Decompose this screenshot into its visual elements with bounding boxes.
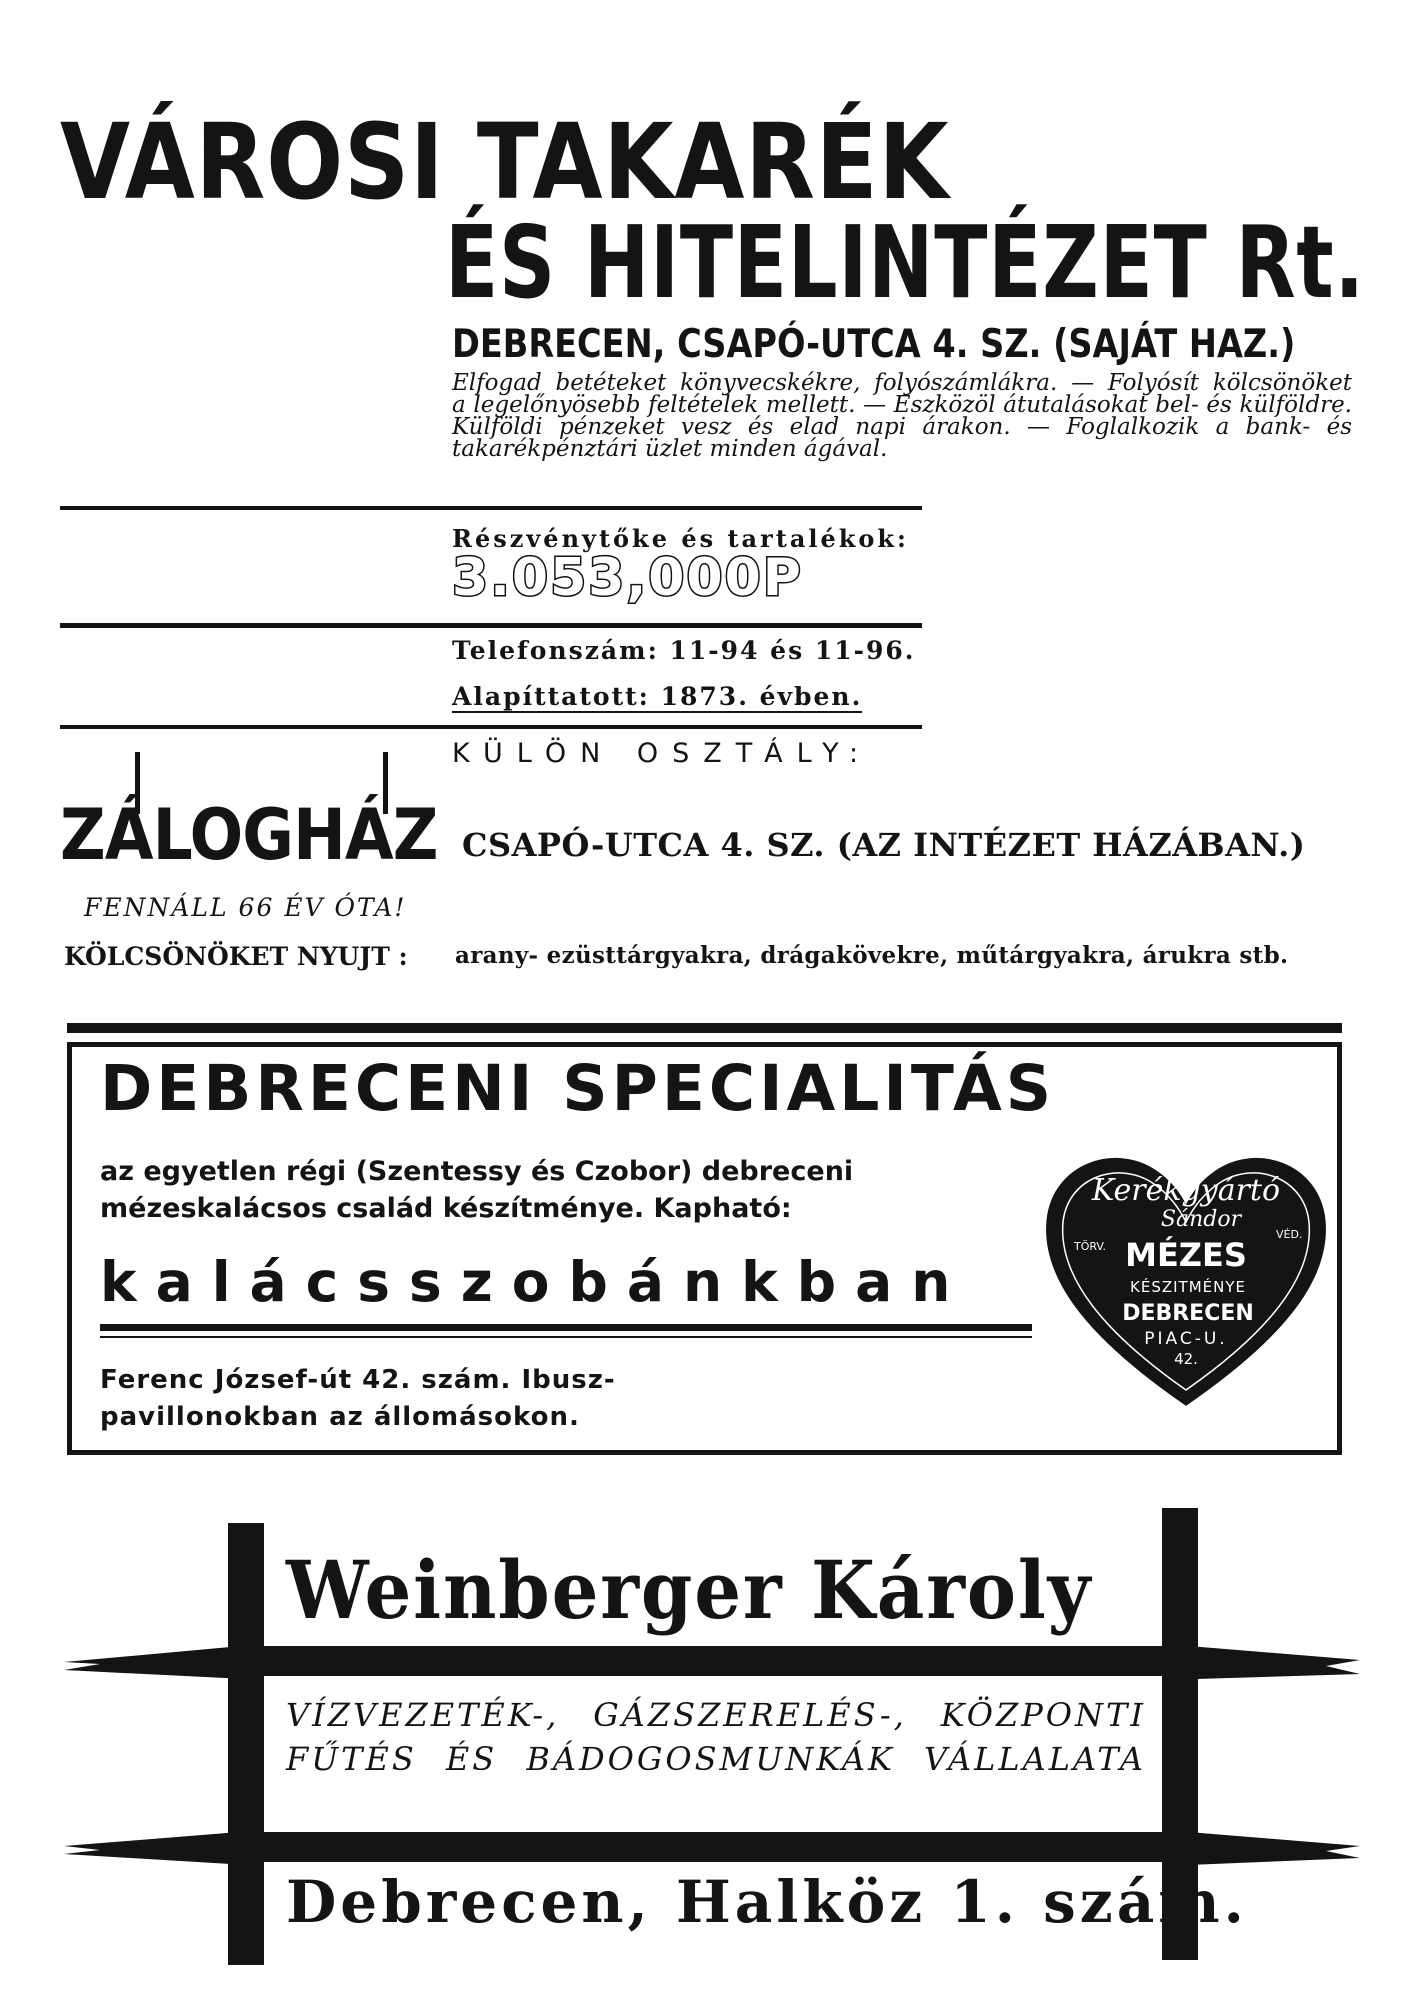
heart-brand: MÉZES — [1125, 1236, 1247, 1274]
bakery-location-name: kalácsszobánkban — [100, 1250, 970, 1314]
plumber-services-line: VÍZVEZETÉK-, GÁZSZERELÉS-, KÖZPONTI — [286, 1696, 1146, 1734]
bakery-title: DEBRECENI SPECIALITÁS — [100, 1052, 1056, 1125]
bakery-description — [100, 1153, 853, 1227]
loans-label: KÖLCSÖNÖKET NYUJT : — [64, 942, 408, 971]
divider-rule — [100, 1324, 1032, 1331]
founded-year: Alapíttatott: 1873. évben. — [452, 682, 863, 711]
plumber-name: Weinberger Károly — [286, 1543, 1093, 1637]
bank-name-line1: VÁROSI TAKARÉK — [60, 101, 950, 223]
department-label: KÜLÖN OSZTÁLY: — [452, 738, 873, 769]
heart-number: 42. — [1174, 1350, 1198, 1368]
divider-rule — [60, 725, 922, 729]
bank-description-line: a legelőnyösebb feltételek mellett. — Eszközöl átutalásokat bel- és külföldre. — [452, 392, 1352, 418]
heart-made: KÉSZITMÉNYE — [1130, 1278, 1246, 1296]
capital-value: 3.053,000P — [452, 548, 803, 608]
bakery-address-line: Ferenc József-út 42. szám. Ibusz- — [100, 1365, 616, 1395]
plumber-services-line: FŰTÉS ÉS BÁDOGOSMUNKÁK VÁLLALATA — [286, 1740, 1146, 1778]
divider-rule — [60, 623, 922, 628]
heart-trademark-left: TÖRV. — [1074, 1240, 1107, 1253]
heart-script-line2: Sándor — [1160, 1207, 1242, 1232]
bank-description-line: Külföldi pénzeket vesz és elad napi árakon. — Foglalkozik a bank- és — [452, 414, 1352, 440]
bakery-top-bar — [67, 1023, 1342, 1033]
loans-items: arany- ezüsttárgyakra, drágakövekre, műtárgyakra, árukra stb. — [455, 942, 1289, 969]
pawnshop-address: CSAPÓ-UTCA 4. SZ. (AZ INTÉZET HÁZÁBAN.) — [462, 826, 1306, 864]
pawnshop-name: ZÁLOGHÁZ — [60, 794, 438, 876]
divider-rule — [100, 1336, 1032, 1338]
plumber-services — [286, 1693, 1146, 1781]
frame-post-left — [228, 1523, 264, 1965]
heart-script-line1: Kerékgyártó — [1091, 1173, 1281, 1208]
heart-city: DEBRECEN — [1122, 1301, 1254, 1326]
plumber-address: Debrecen, Halköz 1. szám. — [286, 1868, 1248, 1936]
heart-trademark-right: VÉD. — [1276, 1228, 1303, 1241]
bakery-description-line: mézeskalácsos család készítménye. Kapható: — [100, 1193, 792, 1224]
capital-label: Részvénytőke és tartalékok: — [452, 524, 909, 553]
bakery-address-line: pavillonokban az állomásokon. — [100, 1402, 580, 1432]
heart-logo-icon — [1036, 1142, 1336, 1412]
bank-services-description — [452, 372, 1352, 460]
bank-description-line: takarékpénztári üzlet minden ágával. — [452, 436, 888, 462]
heart-street: PIAC-U. — [1144, 1329, 1228, 1349]
bakery-address — [100, 1362, 616, 1436]
pawnshop-since: FENNÁLL 66 ÉV ÓTA! — [84, 893, 407, 922]
divider-rule — [60, 506, 922, 510]
bank-name-line2: ÉS HITELINTÉZET Rt. — [445, 204, 1365, 321]
bank-description-line: Elfogad betéteket könyvecskékre, folyószámlákra. — Folyósít kölcsönöket — [452, 370, 1352, 396]
bakery-description-line: az egyetlen régi (Szentessy és Czobor) debreceni — [100, 1156, 854, 1187]
phone-numbers: Telefonszám: 11-94 és 11-96. — [452, 636, 916, 665]
bank-address: DEBRECEN, CSAPÓ-UTCA 4. SZ. (SAJÁT HAZ.) — [452, 322, 1296, 367]
